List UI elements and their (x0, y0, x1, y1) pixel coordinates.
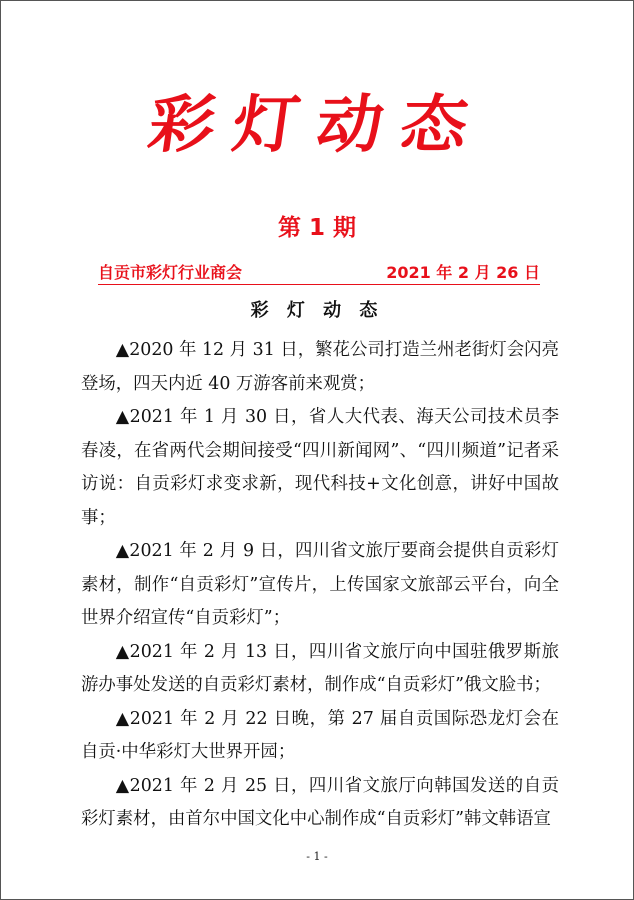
section-title: 彩 灯 动 态 (250, 300, 384, 321)
news-item: ▲2020 年 12 月 31 日，繁花公司打造兰州老街灯会闪亮登场，四天内近 40 万游客前来观赏； (81, 340, 559, 394)
publisher-org: 自贡市彩灯行业商会 (98, 263, 243, 282)
page-number: - 1 - (306, 850, 328, 863)
news-body (81, 334, 559, 837)
masthead-title: 彩灯动态 (143, 87, 491, 162)
news-item: ▲2021 年 2 月 22 日晚，第 27 届自贡国际恐龙灯会在自贡·中华彩灯大世界开园； (81, 708, 559, 762)
issue-number: 第 1 期 (277, 215, 357, 241)
publisher-row (98, 262, 540, 285)
news-item: ▲2021 年 1 月 30 日，省人大代表、海天公司技术员李春凌，在省两代会期间接受“四川新闻网”、“四川频道”记者采访说：自贡彩灯求变求新，现代科技+文化创意，讲好中国故事； (81, 407, 559, 528)
publisher-date: 2021 年 2 月 26 日 (386, 263, 540, 282)
news-item: ▲2021 年 2 月 9 日，四川省文旅厅要商会提供自贡彩灯素材，制作“自贡彩灯”宣传片，上传国家文旅部云平台，向全世界介绍宣传“自贡彩灯”； (81, 541, 559, 628)
news-item: ▲2021 年 2 月 25 日，四川省文旅厅向韩国发送的自贡彩灯素材，由首尔中国文化中心制作成“自贡彩灯”韩文韩语宣 (81, 775, 559, 829)
news-item: ▲2021 年 2 月 13 日，四川省文旅厅向中国驻俄罗斯旅游办事处发送的自贡彩灯素材，制作成“自贡彩灯”俄文脸书； (81, 641, 559, 695)
